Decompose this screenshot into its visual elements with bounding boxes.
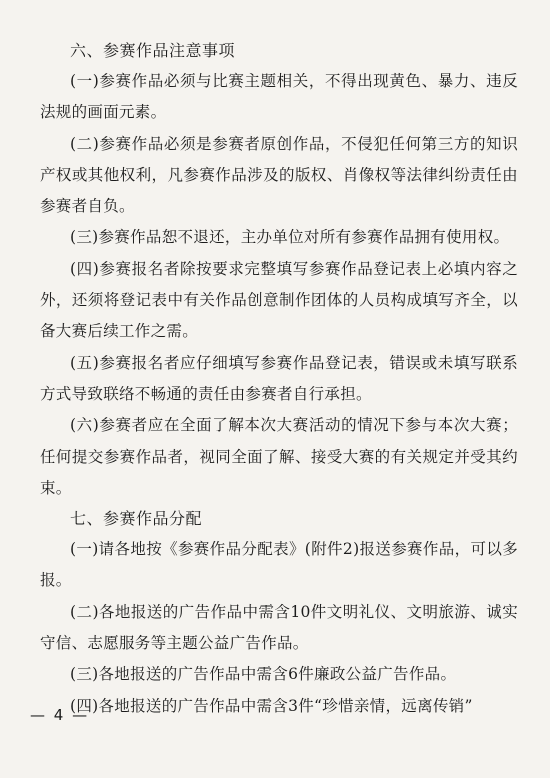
section-6-item-2: (二)参赛作品必须是参赛者原创作品，不侵犯任何第三方的知识产权或其他权利，凡参赛作品涉及的版权、肖像权等法律纠纷责任由参赛者自负。: [40, 134, 518, 216]
section-6-item-6: (六)参赛者应在全面了解本次大赛活动的情况下参与本次大赛；任何提交参赛作品者，视同全面了解、接受大赛的有关规定并受其约束。: [40, 416, 518, 497]
section-6-heading: 六、参赛作品注意事项: [70, 41, 236, 60]
section-6-item-4: (四)参赛报名者除按要求完整填写参赛作品登记表上必填内容之外，还须将登记表中有关作品创意制作团体的人员构成填写齐全，以备大赛后续工作之需。: [40, 259, 518, 341]
section-7-item-2: (二)各地报送的广告作品中需含10件文明礼仪、文明旅游、诚实守信、志愿服务等主题公益广告作品。: [40, 602, 518, 653]
section-7-item-1: (一)请各地按《参赛作品分配表》(附件2)报送参赛作品，可以多报。: [40, 540, 518, 590]
section-6-item-1: (一)参赛作品必须与比赛主题相关，不得出现黄色、暴力、违反法规的画面元素。: [40, 72, 518, 122]
section-6-item-5: (五)参赛报名者应仔细填写参赛作品登记表，错误或未填写联系方式导致联络不畅通的责任由参赛者自行承担。: [40, 353, 518, 403]
section-7-item-4: (四)各地报送的广告作品中需含3件“珍惜亲情，远离传销”: [70, 696, 473, 715]
section-7-heading: 七、参赛作品分配: [70, 509, 203, 529]
document-body: [40, 36, 518, 722]
section-6-item-3: (三)参赛作品恕不退还，主办单位对所有参赛作品拥有使用权。: [70, 228, 510, 247]
section-7-item-3: (三)各地报送的广告作品中需含6件廉政公益广告作品。: [70, 665, 457, 684]
page-number: — 4 —: [30, 706, 90, 724]
